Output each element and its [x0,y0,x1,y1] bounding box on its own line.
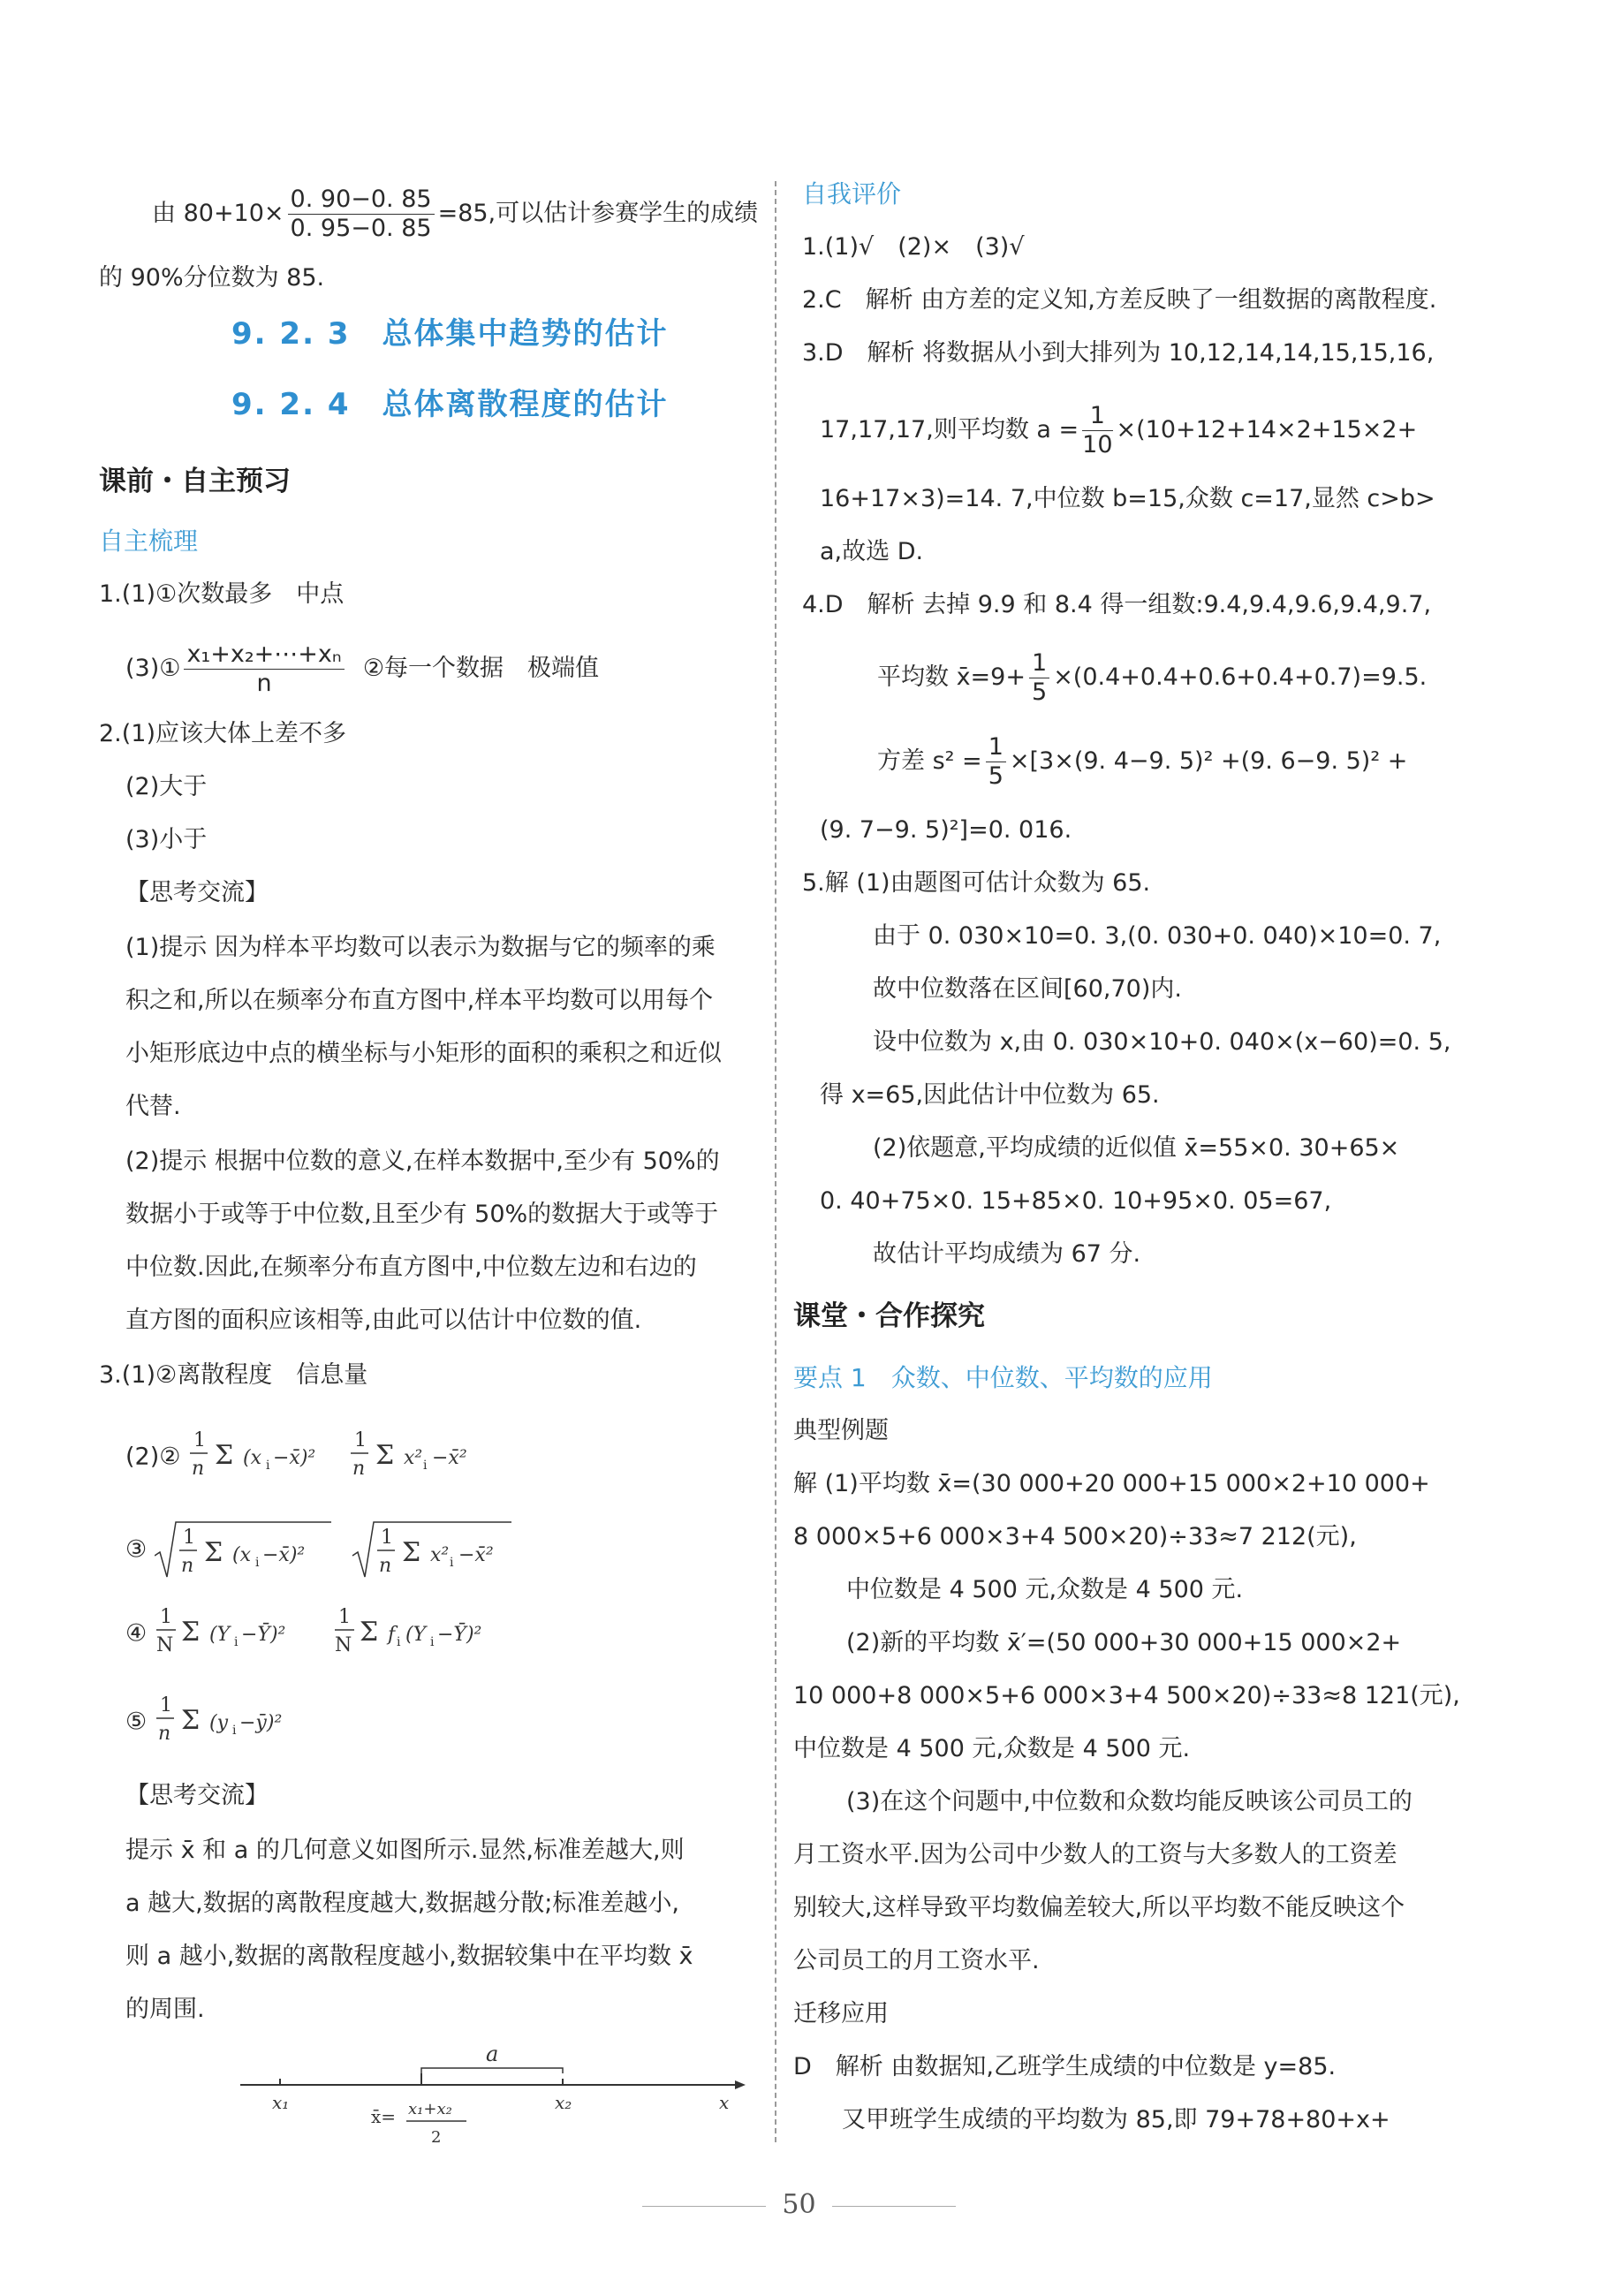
list-item: 2.(1)应该大体上差不多 [99,720,347,747]
paragraph-line: 中位数.因此,在频率分布直方图中,中位数左边和右边的 [125,1254,697,1281]
text-segment: ×(0.4+0.4+0.6+0.4+0.7)=9.5. [1053,663,1428,691]
diagram-xbar-label: x̄= [371,2106,397,2127]
diagram-fraction-numerator: x₁+x₂ [408,2100,452,2118]
svg-text:i: i [429,1635,435,1649]
text-segment: 方差 s² = [877,747,982,775]
answer-line: 3.D 解析 将数据从小到大排列为 10,12,14,14,15,15,16, [802,339,1435,367]
paragraph-line: 小矩形底边中点的横坐标与小矩形的面积的乘积之和近似 [125,1040,722,1067]
item-prefix: ④ [125,1619,148,1648]
paragraph-line: 的周围. [125,1996,205,2023]
paragraph-line: 提示 x̄ 和 a 的几何意义如图所示.显然,标准差越大,则 [125,1837,685,1864]
svg-text:Σ: Σ [215,1440,234,1471]
footer-rule-right [832,2206,956,2207]
formula-variance [125,1427,506,1489]
item-suffix: ②每一个数据 极端值 [362,655,600,682]
answer-line: (3)在这个问题中,中位数和众数均能反映该公司员工的 [846,1788,1412,1815]
svg-text:i: i [449,1556,454,1570]
think-exchange-label: 【思考交流】 [125,879,269,906]
svg-text:n: n [192,1458,205,1480]
fraction-numerator: 1 [986,733,1006,762]
intro-line-1 [152,186,758,243]
diagram-fraction-denominator: 2 [431,2128,442,2147]
formula-population [125,1603,526,1665]
diagram-x-label: x [719,2092,730,2113]
formula-sample [125,1692,331,1754]
item-prefix: ⑤ [125,1708,148,1736]
subheading-self-evaluation: 自我评价 [802,179,902,208]
svg-text:n: n [378,1555,391,1577]
svg-text:−Ȳ)²: −Ȳ)² [240,1624,286,1646]
paragraph-line: 代替. [125,1093,181,1120]
fraction-denominator: 10 [1082,431,1113,458]
svg-text:f: f [387,1624,395,1646]
svg-text:i: i [423,1459,428,1473]
svg-text:N: N [155,1634,174,1656]
fraction-numerator: 0. 90−0. 85 [288,186,435,215]
svg-text:Σ: Σ [180,1617,201,1648]
answer-line-avg [877,649,1427,707]
list-item: (2)大于 [125,773,208,800]
answer-line: 16+17×3)=14. 7,中位数 b=15,众数 c=17,显然 c>b> [820,485,1435,512]
subheading-self-review: 自主梳理 [99,527,199,556]
answer-line: 解 (1)平均数 x̄=(30 000+20 000+15 000×2+10 000+ [793,1470,1430,1497]
item-prefix: (3)① [125,655,181,682]
svg-text:i: i [254,1556,260,1570]
svg-text:Σ: Σ [375,1440,395,1471]
page-number: 50 [782,2189,816,2220]
answer-line: 8 000×5+6 000×3+4 500×20)÷33≈7 212(元), [793,1523,1357,1550]
svg-text:i: i [231,1724,237,1738]
section-title-923: 9. 2. 3 总体集中趋势的估计 [231,316,669,352]
svg-text:(Y: (Y [208,1624,230,1646]
svg-text:−ȳ)²: −ȳ)² [239,1712,283,1734]
intro-fraction [288,186,435,243]
text-segment: 17,17,17,则平均数 a = [820,416,1079,443]
paragraph-line: (2)提示 根据中位数的意义,在样本数据中,至少有 50%的 [125,1148,720,1175]
svg-text:1: 1 [182,1527,195,1549]
think-exchange-label: 【思考交流】 [125,1782,269,1809]
diagram-x2-label: x₂ [555,2092,572,2113]
fraction-numerator: 1 [1029,649,1049,678]
item-prefix: ③ [125,1535,148,1564]
answer-line: 故中位数落在区间[60,70)内. [873,975,1182,1003]
diagram-x1-label: x₁ [272,2092,290,2113]
sample-formula [155,1692,331,1754]
answer-line: 设中位数为 x,由 0. 030×10+0. 040×(x−60)=0. 5, [873,1028,1451,1056]
formula-std [125,1515,543,1586]
svg-text:−x̄²: −x̄² [432,1447,467,1469]
fraction-numerator: x₁+x₂+⋯+xₙ [184,640,344,670]
fraction-denominator: 0. 95−0. 85 [290,215,432,242]
answer-line: 由于 0. 030×10=0. 3,(0. 030+0. 040)×10=0. 7, [873,922,1442,950]
heading-preview: 课前・自主预习 [99,466,291,497]
typical-example-label: 典型例题 [793,1417,889,1444]
item-prefix: (2)② [125,1443,181,1471]
answer-line: (2)依题意,平均成绩的近似值 x̄=55×0. 30+65× [873,1134,1400,1162]
svg-text:−Ȳ)²: −Ȳ)² [436,1624,482,1646]
answer-line: a,故选 D. [820,538,924,565]
svg-text:Σ: Σ [203,1537,223,1568]
paragraph-line: 数据小于或等于中位数,且至少有 50%的数据大于或等于 [125,1201,719,1228]
mean-fraction [184,640,344,698]
text-segment: ×(10+12+14×2+15×2+ [1116,416,1418,443]
list-item-mean [125,640,599,698]
svg-text:(x: (x [231,1544,251,1566]
fraction-1-5-b [986,733,1006,791]
text-segment: ×[3×(9. 4−9. 5)² +(9. 6−9. 5)² + [1009,747,1408,775]
svg-text:i: i [233,1635,239,1649]
intro-text-b: =85,可以估计参赛学生的成绩 [437,200,759,227]
svg-text:n: n [352,1458,366,1480]
section-title-924: 9. 2. 4 总体离散程度的估计 [231,387,669,422]
population-formula [155,1603,526,1665]
answer-line: 公司员工的月工资水平. [793,1947,1040,1974]
svg-text:1: 1 [159,1694,172,1716]
column-divider [775,181,776,2142]
transfer-application-label: 迁移应用 [793,2000,889,2027]
paragraph-line: a 越大,数据的离散程度越大,数据越分散;标准差越小, [125,1890,679,1917]
answer-line-mean [820,402,1417,459]
paragraph-line: 则 a 越小,数据的离散程度越小,数据较集中在平均数 x̄ [125,1943,693,1970]
answer-line: 2.C 解析 由方差的定义知,方差反映了一组数据的离散程度. [802,286,1437,314]
answer-line: 1.(1)√ (2)× (3)√ [802,233,1025,261]
answer-line: 4.D 解析 去掉 9.9 和 8.4 得一组数:9.4,9.4,9.6,9.4,9.7, [802,591,1432,618]
std-formula [155,1515,543,1586]
list-item: 3.(1)②离散程度 信息量 [99,1361,368,1389]
svg-text:−x̄)²: −x̄)² [273,1447,316,1469]
svg-text:1: 1 [380,1527,393,1549]
page-footer [0,2189,1598,2220]
paragraph-line: 直方图的面积应该相等,由此可以估计中位数的值. [125,1307,642,1334]
text-segment: 平均数 x̄=9+ [877,663,1026,691]
answer-line: 0. 40+75×0. 15+85×0. 10+95×0. 05=67, [820,1187,1332,1215]
answer-line-variance [877,733,1407,791]
intro-line-2: 的 90%分位数为 85. [99,264,325,292]
svg-text:1: 1 [159,1606,172,1628]
svg-text:1: 1 [193,1429,207,1451]
svg-text:Σ: Σ [180,1705,201,1736]
svg-text:−x̄)²: −x̄)² [261,1544,306,1566]
svg-text:N: N [334,1634,352,1656]
svg-text:1: 1 [337,1606,351,1628]
list-item: 1.(1)①次数最多 中点 [99,580,345,608]
svg-text:−x̄²: −x̄² [458,1544,494,1566]
svg-text:(Y: (Y [405,1624,426,1646]
number-line-diagram [240,2036,753,2151]
fraction-denominator: n [256,670,272,697]
fraction-denominator: 5 [1032,678,1048,706]
svg-text:x²: x² [404,1447,423,1469]
paragraph-line: 积之和,所以在频率分布直方图中,样本平均数可以用每个 [125,987,714,1014]
svg-text:1: 1 [354,1429,367,1451]
heading-classroom: 课堂・合作探究 [793,1300,985,1332]
answer-line: 10 000+8 000×5+6 000×3+4 500×20)÷33≈8 121(元), [793,1682,1460,1709]
answer-line: 得 x=65,因此估计中位数为 65. [820,1081,1160,1109]
svg-text:Σ: Σ [359,1617,379,1648]
svg-text:i: i [396,1635,401,1649]
fraction-1-10 [1082,402,1112,459]
diagram-a-label: a [486,2042,499,2066]
svg-text:n: n [180,1555,193,1577]
answer-line: 别较大,这样导致平均数偏差较大,所以平均数不能反映这个 [793,1894,1405,1921]
fraction-numerator: 1 [1082,402,1112,431]
svg-text:(x: (x [243,1447,262,1469]
answer-line: 月工资水平.因为公司中少数人的工资与大多数人的工资差 [793,1841,1397,1868]
variance-formula [188,1427,506,1489]
list-item: (3)小于 [125,826,208,853]
answer-line: (9. 7−9. 5)²]=0. 016. [820,816,1072,844]
svg-text:n: n [157,1723,170,1745]
svg-text:Σ: Σ [401,1537,421,1568]
answer-line: 5.解 (1)由题图可估计众数为 65. [802,869,1151,897]
paragraph-line: (1)提示 因为样本平均数可以表示为数据与它的频率的乘 [125,934,716,961]
answer-line: D 解析 由数据知,乙班学生成绩的中位数是 y=85. [793,2053,1337,2080]
intro-text-a: 由 80+10× [152,200,284,227]
svg-text:i: i [266,1459,270,1473]
svg-text:(y: (y [208,1712,228,1734]
footer-rule-left [642,2206,766,2207]
answer-line: 又甲班学生成绩的平均数为 85,即 79+78+80+x+ [842,2106,1390,2133]
answer-line: 中位数是 4 500 元,众数是 4 500 元. [793,1735,1191,1762]
answer-line: 故估计平均成绩为 67 分. [873,1240,1141,1268]
subheading-key-point: 要点 1 众数、中位数、平均数的应用 [793,1363,1213,1392]
svg-text:x²: x² [429,1544,450,1566]
fraction-1-5 [1029,649,1049,707]
fraction-denominator: 5 [988,762,1003,790]
answer-line: (2)新的平均数 x̄′=(50 000+30 000+15 000×2+ [846,1629,1402,1656]
answer-line: 中位数是 4 500 元,众数是 4 500 元. [846,1576,1244,1603]
